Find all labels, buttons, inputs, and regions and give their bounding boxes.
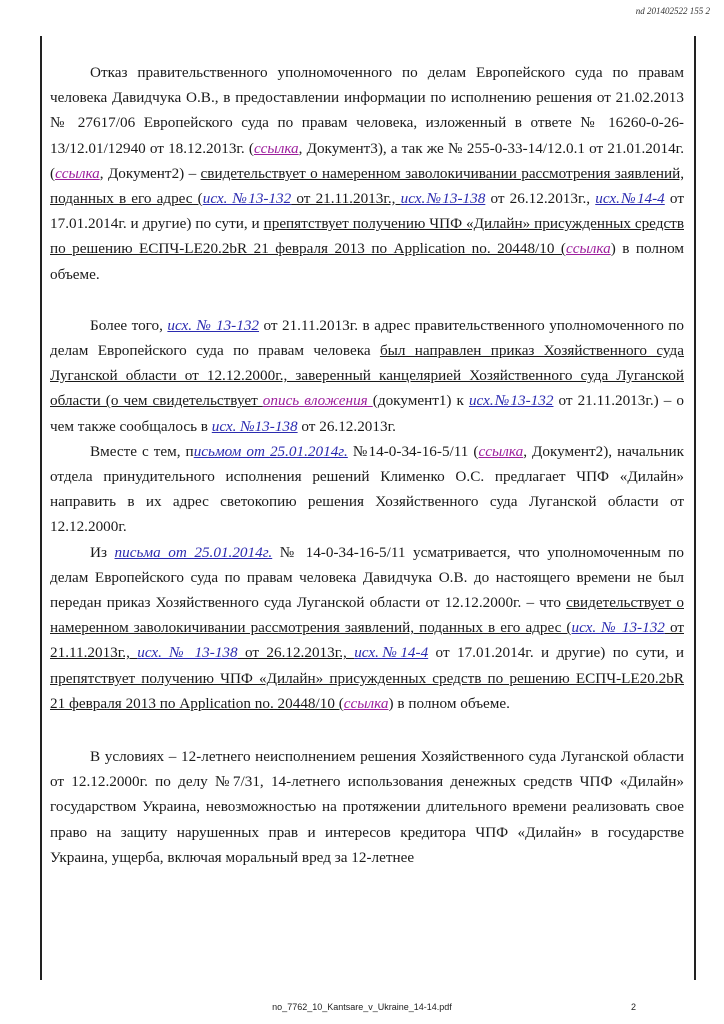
paragraph-1: Отказ правительственного уполномоченного по делам Европейского суда по правам человека Давидчука О.В., в предоставлении информации по исполнению решения от 21.02.2013 № 27617/06 Европейского суда по правам человека, изложенный в ответе № 16260-0-26-13/12.01/12940 от 18.12.2013г. (ссылка, Документ3), а так же № 255-0-33-14/12.0.1 от 21.01.2014г. (ссылка, Документ2) – свидетельствует о намеренном заволокичивании рассмотрения заявлений, поданных в его адрес (исх. №13-132 от 21.11.2013г., исх.№13-138 от 26.12.2013г., исх.№14-4 от 17.01.2014г. и другие) по сути, и препятствует получению ЧПФ «Дилайн» присужденных средств по решению ЕСПЧ-LE20.2bR 21 февраля 2013 по Application no. 20448/10 (ссылка) в полном объеме. [50,64,684,283]
left-margin-line [40,36,42,980]
paragraph-spacer [50,716,684,744]
paragraph-5: В условиях – 12-летнего неисполнением решения Хозяйственного суда Луганской области от 12.12.2000г. по делу №7/31, 14-летнего использования денежных средств ЧПФ «Дилайн» государством Украина, невозможностью на протяжении длительного времени реализовать свое право на защиту нарушенных прав и интересов кредитора ЧПФ «Дилайн» в государстве Украина, ущерба, включая моральный вред за 12-летнее [50,748,684,866]
paragraph-3: Вместе с тем, письмом от 25.01.2014г. №14-0-34-16-5/11 (ссылка, Документ2), начальник отдела принудительного исполнения решений Клименко О.С. предлагает ЧПФ «Дилайн» направить в их адрес светокопию решения Хозяйственного суда Луганской области от 12.12.2000г. [50,442,685,536]
link-ssylka[interactable]: ссылка [55,164,100,182]
link-ssylka[interactable]: ссылка [253,139,299,157]
link-opis-vlozheniya[interactable]: опись вложения [262,392,373,410]
link-ssylka[interactable]: ссылка [343,694,389,712]
link-ref-13-132[interactable]: исх.№13-132 [468,392,554,410]
footer-filename: no_7762_10_Kantsare_v_Ukraine_14-14.pdf [272,1002,452,1012]
document-body [50,60,684,870]
right-margin-line [694,36,696,980]
paragraph-4: Из письма от 25.01.2014г. № 14-0-34-16-5/11 усматривается, что уполномоченным по делам Европейского суда по правам человека Давидчука О.В. до настоящего времени не был передан приказ Хозяйственного суда Луганской области от 12.12.2000г. – что свидетельствует о намеренном заволокичивании рассмотрения заявлений, поданных в его адрес (исх. № 13-132 от 21.11.2013г., исх. № 13-138 от 26.12.2013г., исх.№14-4 от 17.01.2014г. и другие) по сути, и препятствует получению ЧПФ «Дилайн» присужденных средств по решению ЕСПЧ-LE20.2bR 21 февраля 2013 по Application no. 20448/10 (ссылка) в полном объеме. [50,543,685,712]
link-ref-13-138[interactable]: исх. №13-138 [211,417,298,435]
link-ref-13-138[interactable]: исх.№13-138 [400,190,486,208]
paragraph-spacer [50,287,684,313]
link-ssylka[interactable]: ссылка [566,240,611,258]
link-ref-13-132[interactable]: исх. № 13-132 [571,619,665,637]
document-id-stamp: nd 201402522 155 2 [635,6,710,16]
paragraph-2: Более того, исх. № 13-132 от 21.11.2013г. в адрес правительственного уполномоченного по делам Европейского суда по правам человека был направлен приказ Хозяйственного суда Луганской области от 12.12.2000г., заверенный канцелярией Хозяйственного суда Луганской области (о чем свидетельствует опись вложения (документ1) к исх.№13-132 от 21.11.2013г.) – о чем также сообщалось в исх. №13-138 от 26.12.2013г. [50,316,685,435]
link-ref-14-4[interactable]: исх.№14-4 [595,190,665,208]
link-ref-14-4[interactable]: исх.№14-4 [354,644,429,662]
link-ssylka[interactable]: ссылка [478,442,524,460]
link-ref-13-138[interactable]: исх. № 13-138 [137,644,238,662]
link-ref-13-132[interactable]: исх. № 13-132 [167,316,260,334]
link-letter-25-01-2014[interactable]: письма от 25.01.2014г. [114,543,273,561]
link-letter-25-01-2014[interactable]: исьмом от 25.01.2014г. [193,442,348,460]
page-number: 2 [630,1002,636,1012]
link-ref-13-132[interactable]: исх. №13-132 [202,190,292,208]
